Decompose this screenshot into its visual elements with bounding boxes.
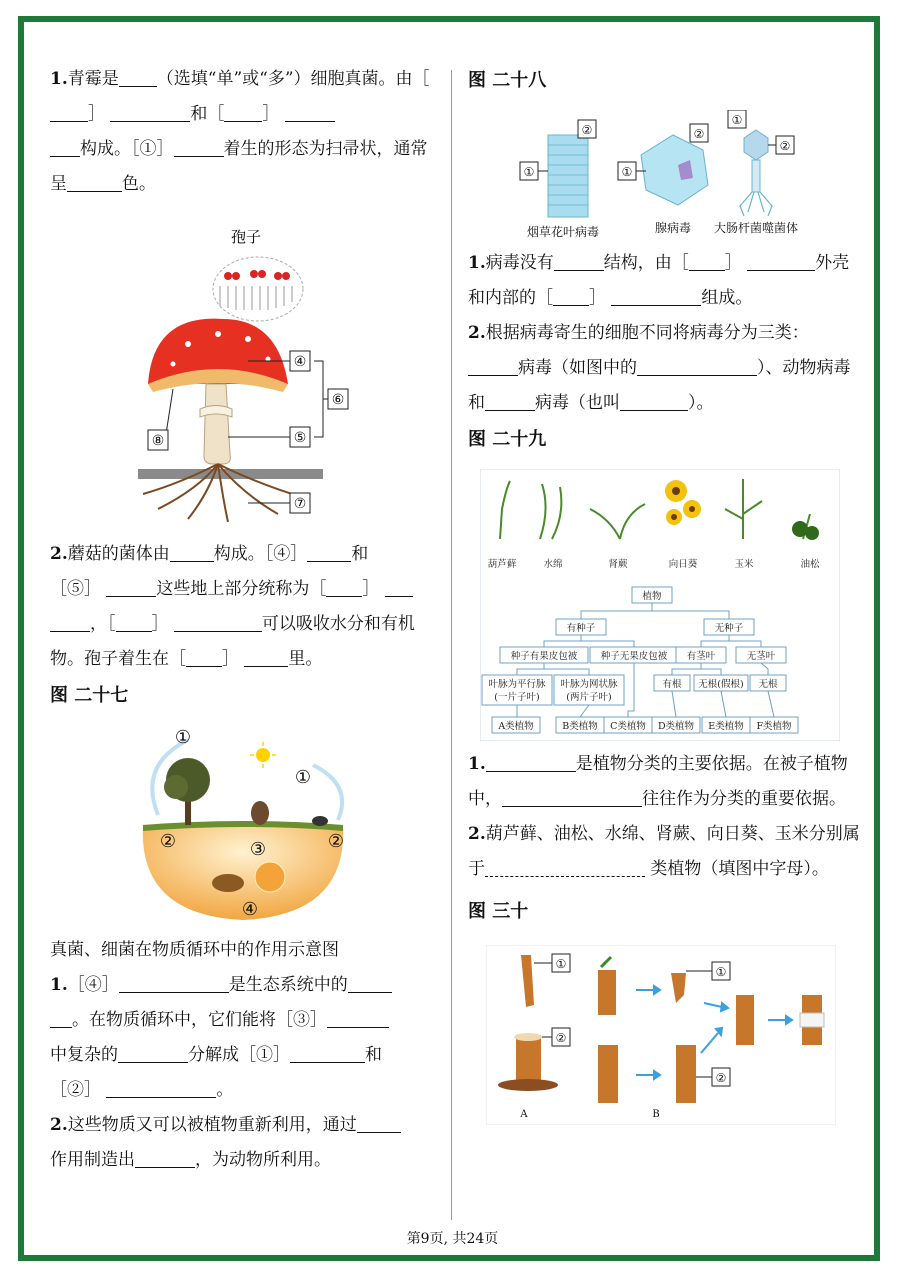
question-mold: 1.青霉是 （选填“单”或“多”）细胞真菌。由［］ 和［ ］ 构成。［①］ 着生的形态为扫帚状，通常呈 色。 <box>50 69 430 194</box>
blank[interactable] <box>285 104 335 122</box>
tree-leaf-f: F类植物 <box>756 721 792 732</box>
plant-name-sunflower: 向日葵 <box>668 559 698 570</box>
blank[interactable] <box>486 754 576 772</box>
virus-name-tmv: 烟草花叶病毒 <box>526 225 600 239</box>
callout-5: ⑤ <box>293 430 307 446</box>
blank[interactable] <box>110 104 190 122</box>
blank[interactable] <box>116 614 152 632</box>
graft-callout-1a: ① <box>555 957 567 971</box>
mushroom-figure <box>128 224 358 529</box>
cycle-label-4: ④ <box>241 899 259 920</box>
plant-name-spirogyra: 水绵 <box>543 559 563 570</box>
question-28-2: 2.根据病毒寄生的细胞不同将病毒分为三类： 病毒（如图中的 ）、动物病毒和 病毒（也叫 ）。 <box>468 323 851 413</box>
virus-callout-2a: ② <box>581 123 593 137</box>
cycle-label-1a: ① <box>174 727 192 748</box>
tree-roots: 有根 <box>662 679 682 690</box>
blank[interactable] <box>747 253 815 271</box>
blank[interactable] <box>186 649 222 667</box>
tree-leaf-c: C类植物 <box>610 721 646 732</box>
left-column <box>50 62 440 1178</box>
callout-8: ⑧ <box>151 433 165 449</box>
tree-leaf-e: E类植物 <box>708 721 744 732</box>
blank[interactable] <box>502 789 642 807</box>
plant-name-fern: 肾蕨 <box>608 559 628 570</box>
plant-name-pine: 油松 <box>800 559 820 570</box>
figure-30-title: 图 三十 <box>468 901 529 922</box>
cycle-label-2a: ② <box>159 831 177 852</box>
tree-monocot: (一片子叶) <box>494 692 540 703</box>
figure-28-title: 图 二十八 <box>468 70 547 91</box>
virus-callout-1b: ① <box>621 165 633 179</box>
cycle-label-1b: ① <box>294 767 312 788</box>
tree-no-seed: 无种子 <box>714 623 744 634</box>
plant-name-moss: 葫芦藓 <box>487 559 517 570</box>
graft-letter-a: A <box>520 1109 528 1120</box>
blank[interactable] <box>170 544 214 562</box>
graft-callout-2a: ② <box>555 1031 567 1045</box>
question-27-1: 1.［④］ 是生态系统中的 。在物质循环中，它们能将［③］ 中复杂的 分解成［①］ 和 ［②］ 。 <box>50 968 440 1108</box>
blank[interactable] <box>637 358 757 376</box>
blank[interactable] <box>553 288 589 306</box>
grafting-figure <box>486 945 836 1125</box>
blank[interactable] <box>174 614 262 632</box>
blank[interactable] <box>50 614 90 632</box>
blank[interactable] <box>290 1045 365 1063</box>
tree-false-roots: 无根(假根) <box>698 679 744 690</box>
tree-dicot: (两片子叶) <box>566 692 612 703</box>
blank[interactable] <box>118 1045 188 1063</box>
blank[interactable] <box>326 579 362 597</box>
tree-leaf-d: D类植物 <box>657 721 695 732</box>
blank[interactable] <box>689 253 725 271</box>
blank[interactable] <box>50 1010 72 1028</box>
virus-callout-2c: ② <box>779 139 791 153</box>
cycle-figure <box>128 725 358 925</box>
tree-seed: 有种子 <box>566 623 596 634</box>
callout-7: ⑦ <box>293 496 307 512</box>
tree-root: 植物 <box>642 591 662 602</box>
virus-name-phage: 大肠杆菌噬菌体 <box>713 221 799 235</box>
cycle-label-2b: ② <box>327 831 345 852</box>
virus-figure <box>518 110 808 240</box>
blank[interactable] <box>106 1080 216 1098</box>
virus-callout-1c: ① <box>731 113 743 127</box>
graft-callout-2b: ② <box>715 1071 727 1085</box>
blank[interactable] <box>244 649 288 667</box>
graft-callout-1b: ① <box>715 965 727 979</box>
spore-label: 孢子 <box>230 228 262 246</box>
figure-27-title: 图 二十七 <box>50 685 129 706</box>
blank[interactable] <box>357 1115 401 1133</box>
blank[interactable] <box>119 69 157 87</box>
blank[interactable] <box>620 393 688 411</box>
plant-classification-figure <box>480 469 840 741</box>
figure-27-caption: 真菌、细菌在物质循环中的作用示意图 <box>50 940 339 960</box>
blank[interactable] <box>106 579 156 597</box>
blank[interactable] <box>50 139 80 157</box>
tree-stem-leaf: 有茎叶 <box>686 651 716 662</box>
blank[interactable] <box>348 975 392 993</box>
blank[interactable] <box>307 544 351 562</box>
plant-name-corn: 玉米 <box>734 559 754 570</box>
virus-name-adeno: 腺病毒 <box>654 221 692 235</box>
right-column <box>468 62 860 1125</box>
blank[interactable] <box>385 579 413 597</box>
blank[interactable] <box>485 393 535 411</box>
tree-leaf-a: A类植物 <box>498 721 534 732</box>
blank[interactable] <box>135 1150 195 1168</box>
question-27-2: 2.这些物质又可以被植物重新利用，通过 作用制造出 ，为动物所利用。 <box>50 1108 440 1178</box>
blank[interactable] <box>327 1010 389 1028</box>
column-divider <box>451 70 452 1220</box>
page-footer: 第9页, 共24页 <box>406 1231 499 1247</box>
graft-letter-b: B <box>652 1109 660 1120</box>
question-29-1: 1. 是植物分类的主要依据。在被子植物中， 往往作为分类的重要依据。 <box>468 754 848 809</box>
blank[interactable] <box>67 174 122 192</box>
question-mushroom: 2.蘑菇的菌体由 构成。［④］ 和 ［⑤］ 这些地上部分统称为［ ］ ，［ ］ 可以吸收水分和有机物。孢子着生在［ ］ 里。 <box>50 544 415 669</box>
blank[interactable] <box>174 139 224 157</box>
blank[interactable] <box>224 104 262 122</box>
virus-callout-2b: ② <box>693 127 705 141</box>
figure-29-title: 图 二十九 <box>468 429 547 450</box>
question-29-2: 2.葫芦藓、油松、水绵、肾蕨、向日葵、玉米分别属于 类植物（填图中字母）。 <box>468 824 860 879</box>
blank[interactable] <box>554 253 604 271</box>
tree-netted: 叶脉为网状脉 <box>560 679 618 690</box>
tree-gymnosperm: 种子无果皮包被 <box>600 651 668 662</box>
blank[interactable] <box>468 358 518 376</box>
callout-4: ④ <box>293 354 307 370</box>
callout-6: ⑥ <box>331 392 345 408</box>
tree-no-roots: 无根 <box>758 679 778 690</box>
blank[interactable] <box>611 288 701 306</box>
mushroom-illustration <box>128 224 358 529</box>
tree-angiosperm: 种子有果皮包被 <box>510 651 578 662</box>
tree-no-stem-leaf: 无茎叶 <box>746 651 776 662</box>
question-28-1: 1.病毒没有 结构，由［ ］ 外壳和内部的［ ］ 组成。 <box>468 253 850 308</box>
tree-parallel: 叶脉为平行脉 <box>488 679 546 690</box>
blank[interactable] <box>119 975 229 993</box>
tree-leaf-b: B类植物 <box>562 721 598 732</box>
virus-callout-1a: ① <box>523 165 535 179</box>
blank[interactable] <box>485 859 645 877</box>
cycle-label-3: ③ <box>249 839 267 860</box>
blank[interactable] <box>50 104 88 122</box>
